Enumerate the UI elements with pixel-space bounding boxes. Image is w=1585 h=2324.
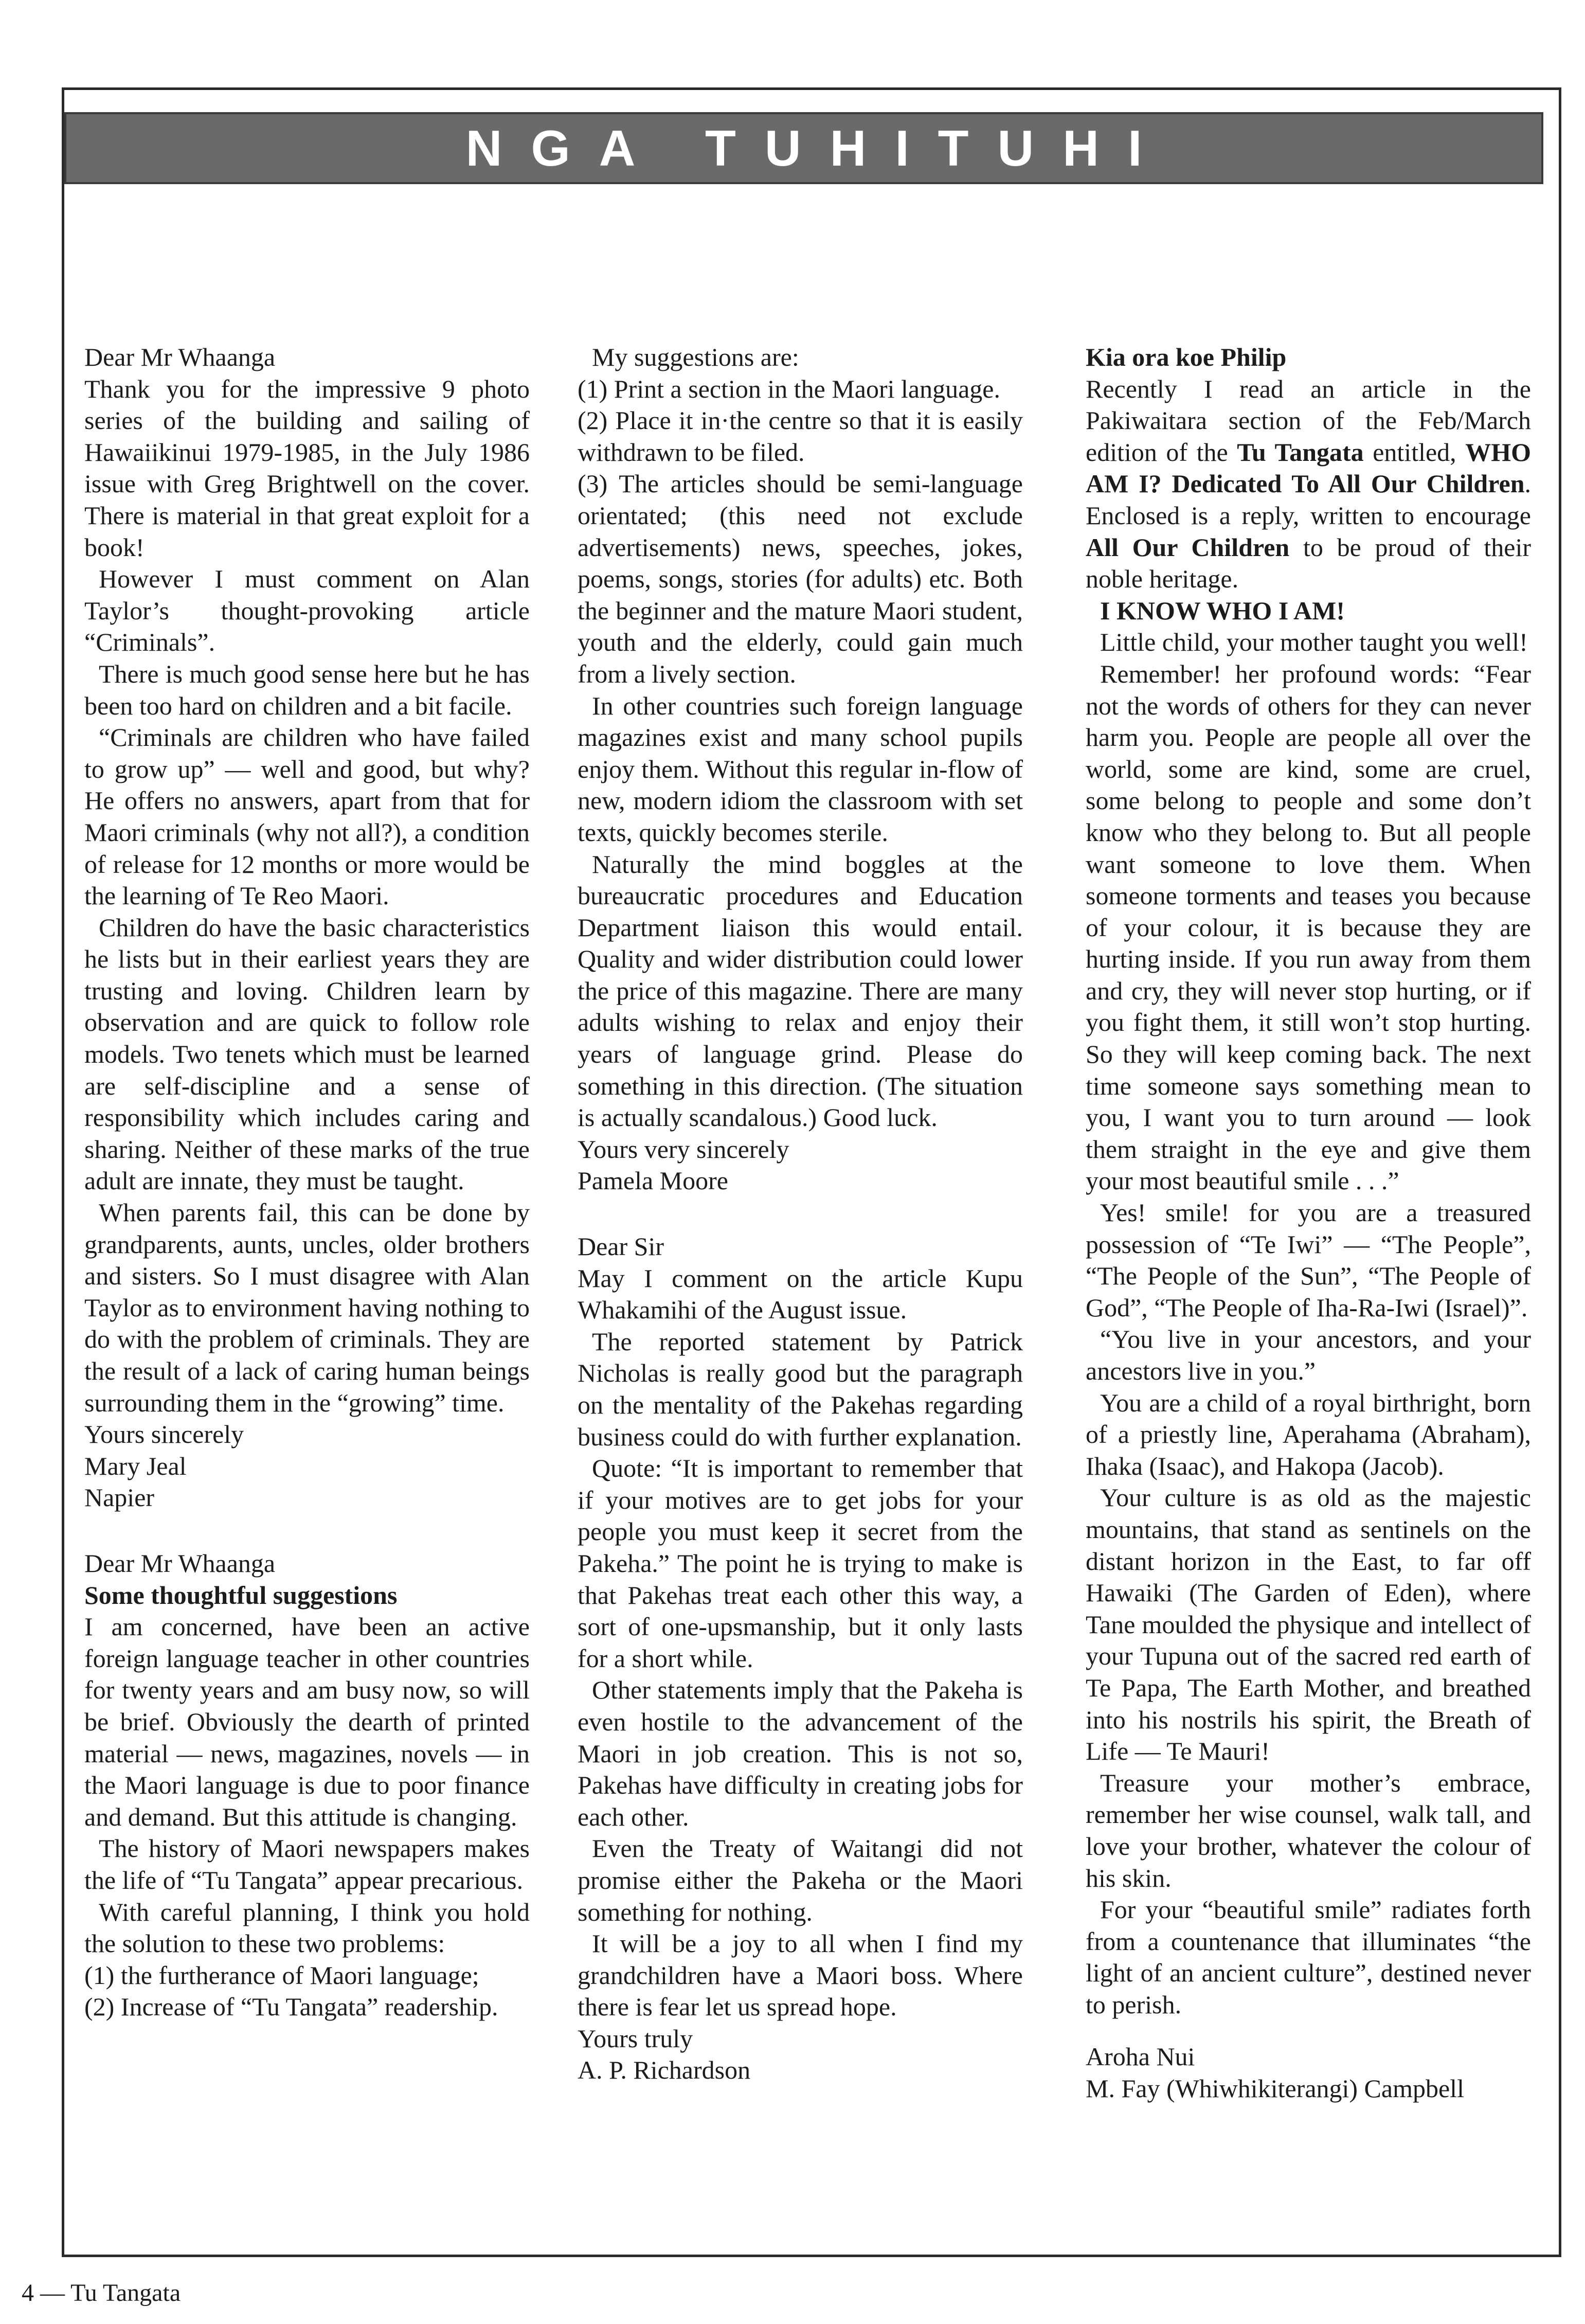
letter-signature: Pamela Moore <box>578 1166 728 1195</box>
letter-place: Napier <box>84 1483 155 1512</box>
letter-signature: M. Fay (Whiwhikiterangi) Campbell <box>1086 2074 1464 2103</box>
text-run: . Enclosed is a reply, written to encourage <box>1086 469 1531 530</box>
letter-paragraph: With careful planning, I think you hold the solution to these two problems: <box>84 1897 530 1958</box>
letter-paragraph: Other statements imply that the Pakeha is even hostile to the advancement of the Maori in job creation. This is not so, Pakehas have difficulty in creating jobs for each other. <box>578 1675 1023 1831</box>
text-run: entitled, <box>1363 437 1466 467</box>
letter-paragraph: (2) Place it in·the centre so that it is easily withdrawn to be filed. <box>578 406 1023 467</box>
letter-paragraph: It will be a joy to all when I find my grandchildren have a Maori boss. Where there is fear let us spread hope. <box>578 1929 1023 2022</box>
letter-paragraph: Little child, your mother taught you well! <box>1100 628 1528 657</box>
letter-paragraph: May I comment on the article Kupu Whakamihi of the August issue. <box>578 1263 1023 1325</box>
section-banner <box>64 112 1543 184</box>
letter-paragraph: Even the Treaty of Waitangi did not promise either the Pakeha or the Maori something for nothing. <box>578 1834 1023 1926</box>
letter-paragraph: Yes! smile! for you are a treasured possession of “Te Iwi” — “The People”, “The People of the Sun”, “The People of God”, “The People of Iha-Ra-Iwi (Israel)”. <box>1086 1198 1531 1322</box>
letter-closing: Yours truly <box>578 2024 693 2053</box>
letter-paragraph: (2) Increase of “Tu Tangata” readership. <box>84 1992 498 2022</box>
letter-paragraph: Children do have the basic characteristics he lists but in their earliest years they are trusting and loving. Children learn by observation and are quick to follow role models. Two tenets which must be learned are self-discipline and a sense of responsibility which includes caring and sharing. Neither of these marks of the true adult are innate, they must be taught. <box>84 913 530 1195</box>
letter-paragraph: The history of Maori newspapers makes the life of “Tu Tangata” appear precarious. <box>84 1834 530 1894</box>
page-footer: 4 — Tu Tangata <box>22 2279 181 2307</box>
letter-paragraph: Quote: “It is important to remember that if your motives are to get jobs for your people you must keep it secret from the Pakeha.” The point he is trying to make is that Pakehas treat each other this way, a sort of one-upsmanship, but it only lasts for a short while. <box>578 1454 1023 1673</box>
letter-paragraph: The reported statement by Patrick Nicholas is really good but the paragraph on the mentality of the Pakehas regarding business could do with further explanation. <box>578 1327 1023 1451</box>
letter-paragraph: Thank you for the impressive 9 photo series of the building and sailing of Hawaiikinui 1979-1985, in the July 1986 issue with Greg Brightwell on the cover. There is material in that great exploit for a book! <box>84 374 530 562</box>
text-run: Recently I read an article in the Pakiwaitara section of the Feb/March edition of the <box>1086 374 1531 467</box>
letter-paragraph: My suggestions are: <box>592 343 799 371</box>
letter-paragraph: (1) Print a section in the Maori language. <box>578 374 1000 403</box>
letter-paragraph: However I must comment on Alan Taylor’s thought-provoking article “Criminals”. <box>84 564 530 657</box>
letter-paragraph: (3) The articles should be semi-language orientated; (this need not exclude advertisements) news, speeches, jokes, poems, songs, stories (for adults) etc. Both the beginner and the mature Maori student, youth and the elderly, could gain much from a lively section. <box>578 469 1023 688</box>
poem-heading: I KNOW WHO I AM! <box>1100 596 1345 625</box>
magazine-title: Tu Tangata <box>1237 437 1364 467</box>
article-title: WHO AM I? Dedicated To All Our Children <box>1086 437 1532 498</box>
letter-greeting: Dear Mr Whaanga <box>84 1548 276 1578</box>
letter-paragraph <box>1086 373 1531 595</box>
letter-closing: Yours sincerely <box>84 1420 244 1449</box>
page-title: NGA TUHITUHI <box>465 119 1171 176</box>
letter-greeting: Dear Mr Whaanga <box>84 343 276 371</box>
column-3 <box>1086 342 1531 2105</box>
letter-paragraph: Naturally the mind boggles at the bureaucratic procedures and Education Department liaison this would entail. Quality and wider distribution could lower the price of this magazine. There are many adults wishing to relax and enjoy their years of language grind. Please do something in this direction. (The situation is actually scandalous.) Good luck. <box>578 849 1023 1132</box>
letter-gap <box>84 1514 530 1548</box>
letter-signature: A. P. Richardson <box>578 2055 751 2085</box>
letter-gap <box>1086 2021 1531 2041</box>
column-2 <box>578 342 1023 2086</box>
letter-closing: Aroha Nui <box>1086 2042 1195 2071</box>
letter-paragraph: In other countries such foreign language magazines exist and many school pupils enjoy them. Without this regular in-flow of new, modern idiom the classroom with set texts, quickly becomes sterile. <box>578 691 1023 847</box>
text-run: to be proud of their noble heritage. <box>1086 532 1531 594</box>
letter-paragraph: Your culture is as old as the majestic mountains, that stand as sentinels on the distant horizon in the East, to far off Hawaiki (The Garden of Eden), where Tane moulded the physique and intellect of your Tupuna out of the sacred red earth of Te Papa, The Earth Mother, and breathed into his nostrils his spirit, the Breath of Life — Te Mauri! <box>1086 1483 1531 1766</box>
letter-greeting: Dear Sir <box>578 1232 664 1261</box>
letter-heading: Some thoughtful suggestions <box>84 1580 398 1610</box>
letter-paragraph: (1) the furtherance of Maori language; <box>84 1960 479 1990</box>
letter-paragraph: You are a child of a royal birthright, born of a priestly line, Aperahama (Abraham), Ihaka (Isaac), and Hakopa (Jacob). <box>1086 1388 1531 1480</box>
letter-paragraph: When parents fail, this can be done by grandparents, aunts, uncles, older brothers and sisters. So I must disagree with Alan Taylor as to environment having nothing to do with the problem of criminals. They are the result of a lack of caring human beings surrounding them in the “growing” time. <box>84 1198 530 1417</box>
letter-closing: Yours very sincerely <box>578 1134 789 1164</box>
letter-paragraph: “Criminals are children who have failed to grow up” — well and good, but why? He offers no answers, apart from that for Maori criminals (why not all?), a condition of release for 12 months or more would be the learning of Te Reo Maori. <box>84 723 530 910</box>
letter-paragraph: There is much good sense here but he has been too hard on children and a bit facile. <box>84 659 530 720</box>
column-1 <box>84 342 530 2023</box>
letter-paragraph: “You live in your ancestors, and your ancestors live in you.” <box>1086 1325 1531 1385</box>
emphasis: All Our Children <box>1086 532 1290 562</box>
letter-paragraph: I am concerned, have been an active foreign language teacher in other countries for twenty years and am busy now, so will be brief. Obviously the dearth of printed material — news, magazines, novels — in the Maori language is due to poor finance and demand. But this attitude is changing. <box>84 1612 530 1831</box>
letter-paragraph: For your “beautiful smile” radiates forth from a countenance that illuminates “the light of an ancient culture”, destined never to perish. <box>1086 1895 1531 2019</box>
letter-paragraph: Remember! her profound words: “Fear not the words of others for they can never harm you. People are people all over the world, some are kind, some are cruel, some belong to people and some don’t know who they belong to. But all people want someone to love them. When someone torments and teases you because of your colour, it is because they are hurting inside. If you run away from them and cry, they will never stop hurting, or if you fight them, it still won’t stop hurting. So they will keep coming back. The next time someone says something mean to you, I want you to turn around — look them straight in the eye and give them your most beautiful smile . . .” <box>1086 659 1531 1195</box>
letter-signature: Mary Jeal <box>84 1451 187 1480</box>
letter-greeting: Kia ora koe Philip <box>1086 343 1287 371</box>
letter-gap <box>578 1197 1023 1231</box>
letter-paragraph: Treasure your mother’s embrace, remember her wise counsel, walk tall, and love your brother, whatever the colour of his skin. <box>1086 1768 1531 1892</box>
